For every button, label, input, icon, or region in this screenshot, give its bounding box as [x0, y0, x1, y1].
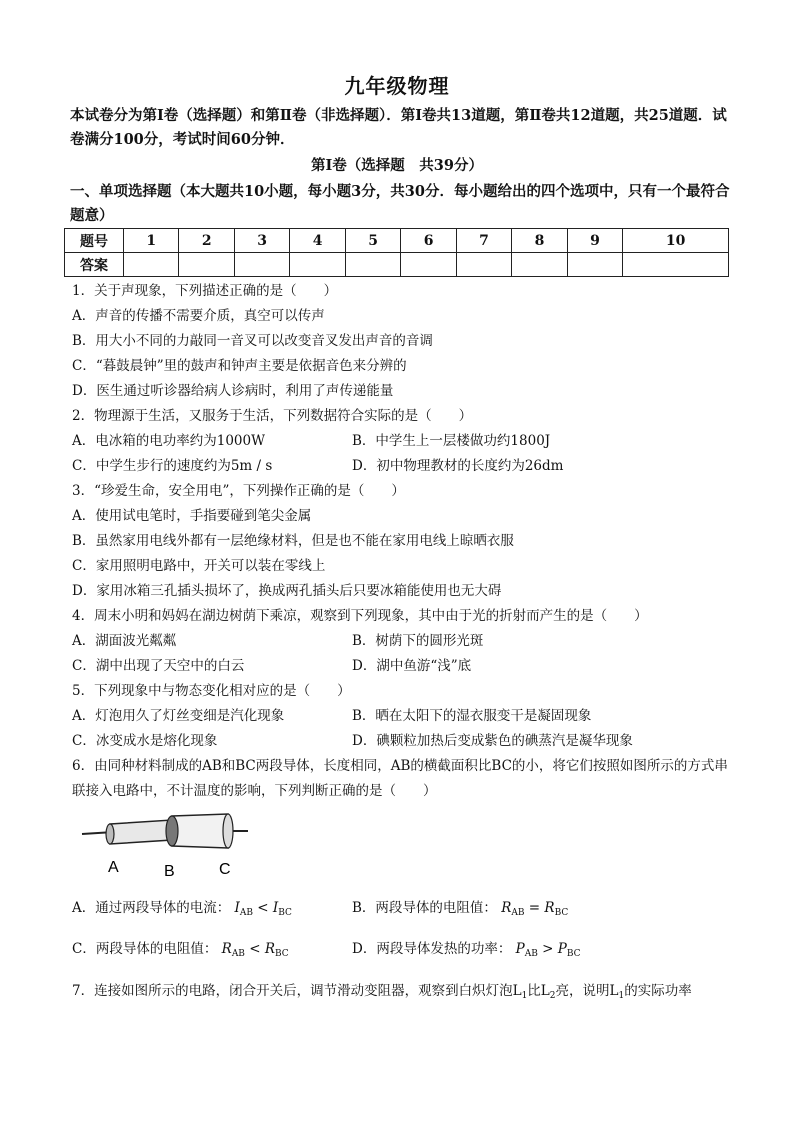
question-6-option-b: B．两段导体的电阻值： $R_{AB} = R_{BC}$: [352, 900, 569, 918]
question-2-option-b: B．中学生上一层楼做功约1800J: [352, 433, 551, 449]
question-2-stem: 2．物理源于生活，又服务于生活，下列数据符合实际的是（ ）: [72, 408, 473, 424]
question-7-stem: 7．连接如图所示的电路，闭合开关后，调节滑动变阻器，观察到白炽灯泡$L_1$比$L_2$亮，说明$L_1$的实际功率: [72, 983, 692, 1001]
question-4-option-b: B．树荫下的圆形光斑: [352, 633, 484, 649]
question-3-stem: 3．“珍爱生命，安全用电”，下列操作正确的是（ ）: [72, 483, 405, 499]
answer-cell[interactable]: [567, 253, 622, 277]
question-number-cell: 10: [623, 229, 729, 253]
question-3-option-b: B．虽然家用电线外都有一层绝缘材料，但是也不能在家用电线上晾晒衣服: [72, 533, 514, 549]
answer-cell[interactable]: [345, 253, 400, 277]
question-6-option-a: A．通过两段导体的电流： $I_{AB} < I_{BC}$: [72, 900, 292, 918]
exam-instructions: 本试卷分为第Ⅰ卷（选择题）和第Ⅱ卷（非选择题）．第Ⅰ卷共13道题，第Ⅱ卷共12道题，共25道题．试卷满分100分，考试时间60分钟．: [70, 107, 727, 148]
question-number-cell: 5: [345, 229, 400, 253]
answer-table: [64, 228, 729, 277]
question-1-stem: 1．关于声现象，下列描述正确的是（ ）: [72, 283, 338, 299]
answer-cell[interactable]: [623, 253, 729, 277]
label-c: C: [219, 861, 231, 878]
answer-cell[interactable]: [179, 253, 234, 277]
question-5-option-a: A．灯泡用久了灯丝变细是汽化现象: [72, 708, 285, 724]
question-4-option-a: A．湖面波光粼粼: [72, 633, 177, 649]
question-6-option-c: C．两段导体的电阻值： $R_{AB} < R_{BC}$: [72, 941, 289, 959]
question-number-cell: 8: [512, 229, 567, 253]
question-5-stem: 5．下列现象中与物态变化相对应的是（ ）: [72, 683, 351, 699]
label-b: B: [164, 863, 175, 880]
question-number-cell: 1: [124, 229, 179, 253]
question-3-option-d: D．家用冰箱三孔插头损坏了，换成两孔插头后只要冰箱能使用也无大碍: [72, 583, 502, 599]
answer-cell[interactable]: [290, 253, 345, 277]
answer-table-answer-row: [65, 253, 729, 277]
question-2-option-a: A．电冰箱的电功率约为1000W: [72, 433, 265, 449]
label-a: A: [108, 859, 119, 876]
question-6-stem: 6．由同种材料制成的AB和BC两段导体，长度相同，AB的横截面积比BC的小，将它们按照如图所示的方式串联接入电路中，不计温度的影响，下列判断正确的是（ ）: [72, 758, 728, 799]
answer-table-header-row: [65, 229, 729, 253]
answer-table-row-label: 题号: [65, 229, 124, 253]
answer-cell[interactable]: [401, 253, 456, 277]
answer-cell[interactable]: [124, 253, 179, 277]
question-3-option-a: A．使用试电笔时，手指要碰到笔尖金属: [72, 508, 312, 524]
question-5-option-b: B．晒在太阳下的湿衣服变干是凝固现象: [352, 708, 592, 724]
answer-cell[interactable]: [456, 253, 511, 277]
question-1-option-a: A．声音的传播不需要介质，真空可以传声: [72, 308, 325, 324]
page-title: 九年级物理: [344, 74, 450, 98]
section-heading: 一、单项选择题（本大题共10小题，每小题3分，共30分．每小题给出的四个选项中，只有一个最符合题意）: [70, 183, 730, 224]
answer-cell[interactable]: [512, 253, 567, 277]
question-1-option-b: B．用大小不同的力敲同一音叉可以改变音叉发出声音的音调: [72, 333, 433, 349]
question-number-cell: 9: [567, 229, 622, 253]
question-number-cell: 3: [234, 229, 289, 253]
question-1-option-c: C．“暮鼓晨钟”里的鼓声和钟声主要是依据音色来分辨的: [72, 358, 407, 374]
answer-table-row-label: 答案: [65, 253, 124, 277]
question-number-cell: 7: [456, 229, 511, 253]
question-4-stem: 4．周末小明和妈妈在湖边树荫下乘凉，观察到下列现象，其中由于光的折射而产生的是（ ）: [72, 608, 648, 624]
conductor-figure: [80, 812, 250, 882]
part-heading: 第Ⅰ卷（选择题 共39分）: [311, 157, 483, 174]
question-2-option-c: C．中学生步行的速度约为5m / s: [72, 458, 273, 474]
question-number-cell: 4: [290, 229, 345, 253]
question-6-option-d: D．两段导体发热的功率： $P_{AB} > P_{BC}$: [352, 941, 581, 959]
thick-conductor-bc: [172, 814, 228, 848]
question-2-option-d: D．初中物理教材的长度约为26dm: [352, 458, 564, 474]
answer-cell[interactable]: [234, 253, 289, 277]
question-number-cell: 2: [179, 229, 234, 253]
thin-conductor-ab: [110, 820, 172, 844]
question-number-cell: 6: [401, 229, 456, 253]
question-5-option-c: C．冰变成水是熔化现象: [72, 733, 218, 749]
question-4-option-d: D．湖中鱼游“浅”底: [352, 658, 472, 674]
question-4-option-c: C．湖中出现了天空中的白云: [72, 658, 245, 674]
question-5-option-d: D．碘颗粒加热后变成紫色的碘蒸汽是凝华现象: [352, 733, 633, 749]
question-1-option-d: D．医生通过听诊器给病人诊病时，利用了声传递能量: [72, 383, 394, 399]
question-3-option-c: C．家用照明电路中，开关可以装在零线上: [72, 558, 326, 574]
